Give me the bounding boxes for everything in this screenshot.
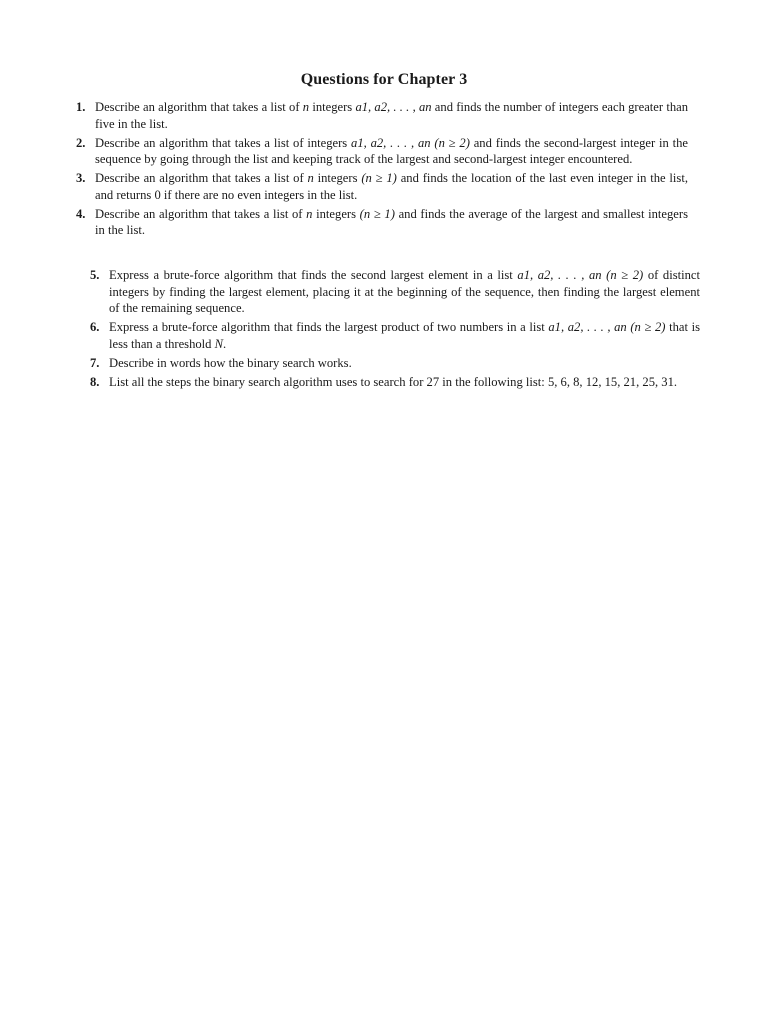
question-text: and finds the number of integers each greater than five in the list. xyxy=(95,100,689,131)
question-number: 2. xyxy=(76,135,86,150)
math-sequence: a1, a2, . . . , an xyxy=(351,135,431,150)
math-condition: (n ≥ 2) xyxy=(630,320,666,335)
question-text: integers xyxy=(309,100,356,114)
math-n: n xyxy=(306,206,313,221)
page-title: Questions for Chapter 3 xyxy=(300,71,468,88)
question-number: 6. xyxy=(90,320,100,335)
question-text: and finds the average of the largest and smallest integers in the list. xyxy=(95,206,688,238)
question-number: 7. xyxy=(90,355,100,370)
question-1 xyxy=(76,99,688,132)
math-condition: (n ≥ 1) xyxy=(359,206,395,221)
math-sequence: a1, a2, . . . , an xyxy=(355,100,432,114)
question-text: integers xyxy=(313,171,362,186)
question-text: Describe an algorithm that takes a list of integers xyxy=(95,135,352,150)
question-number: 4. xyxy=(76,206,86,221)
math-sequence: a1, a2, . . . , an xyxy=(517,268,602,282)
question-number: 8. xyxy=(90,374,100,389)
question-7 xyxy=(90,355,700,372)
question-4 xyxy=(76,206,688,239)
question-text: and finds the location of the last even integer in the list, and returns 0 if there are no even integers in the list. xyxy=(95,171,688,202)
question-text: List all the steps the binary search algorithm uses to search for 27 in the following list: xyxy=(109,374,548,389)
question-number: 1. xyxy=(76,100,86,114)
number-list: 5, 6, 8, 12, 15, 21, 25, 31 xyxy=(547,374,674,389)
question-number: 3. xyxy=(76,171,86,186)
question-text: Describe an algorithm that takes a list of xyxy=(95,206,307,221)
math-n: n xyxy=(307,171,314,186)
question-text: of distinct integers by finding the largest element, placing it at the beginning of the sequence, then finding the largest element of the remaining sequence. xyxy=(109,268,700,315)
math-condition: (n ≥ 2) xyxy=(434,135,470,150)
math-sequence: a1, a2, . . . , an xyxy=(548,320,627,335)
question-text: Describe an algorithm that takes a list of xyxy=(95,100,303,114)
question-5 xyxy=(90,267,700,317)
question-2 xyxy=(76,135,688,168)
question-6 xyxy=(90,319,700,352)
question-text: Express a brute-force algorithm that finds the second largest element in a list xyxy=(109,268,518,282)
math-threshold: N xyxy=(214,336,224,351)
question-number: 5. xyxy=(90,268,100,282)
question-3 xyxy=(76,170,688,203)
question-text: Describe in words how the binary search works. xyxy=(109,355,352,370)
question-text: integers xyxy=(312,206,360,221)
question-8 xyxy=(90,374,700,391)
math-condition: (n ≥ 2) xyxy=(606,268,644,282)
question-list-2 xyxy=(90,267,700,393)
question-text: Describe an algorithm that takes a list of xyxy=(95,171,308,186)
question-list-1 xyxy=(76,99,688,241)
question-text: that is less than a threshold xyxy=(109,320,700,351)
question-text: Express a brute-force algorithm that finds the largest product of two numbers in a list xyxy=(109,320,549,335)
question-text: . xyxy=(673,374,678,389)
math-condition: (n ≥ 1) xyxy=(361,171,397,186)
math-n: n xyxy=(302,100,310,114)
question-text: . xyxy=(223,336,227,351)
question-text: and finds the second-largest integer in the sequence by going through the list and keeping track of the largest and second-largest integer encountered. xyxy=(95,135,688,167)
